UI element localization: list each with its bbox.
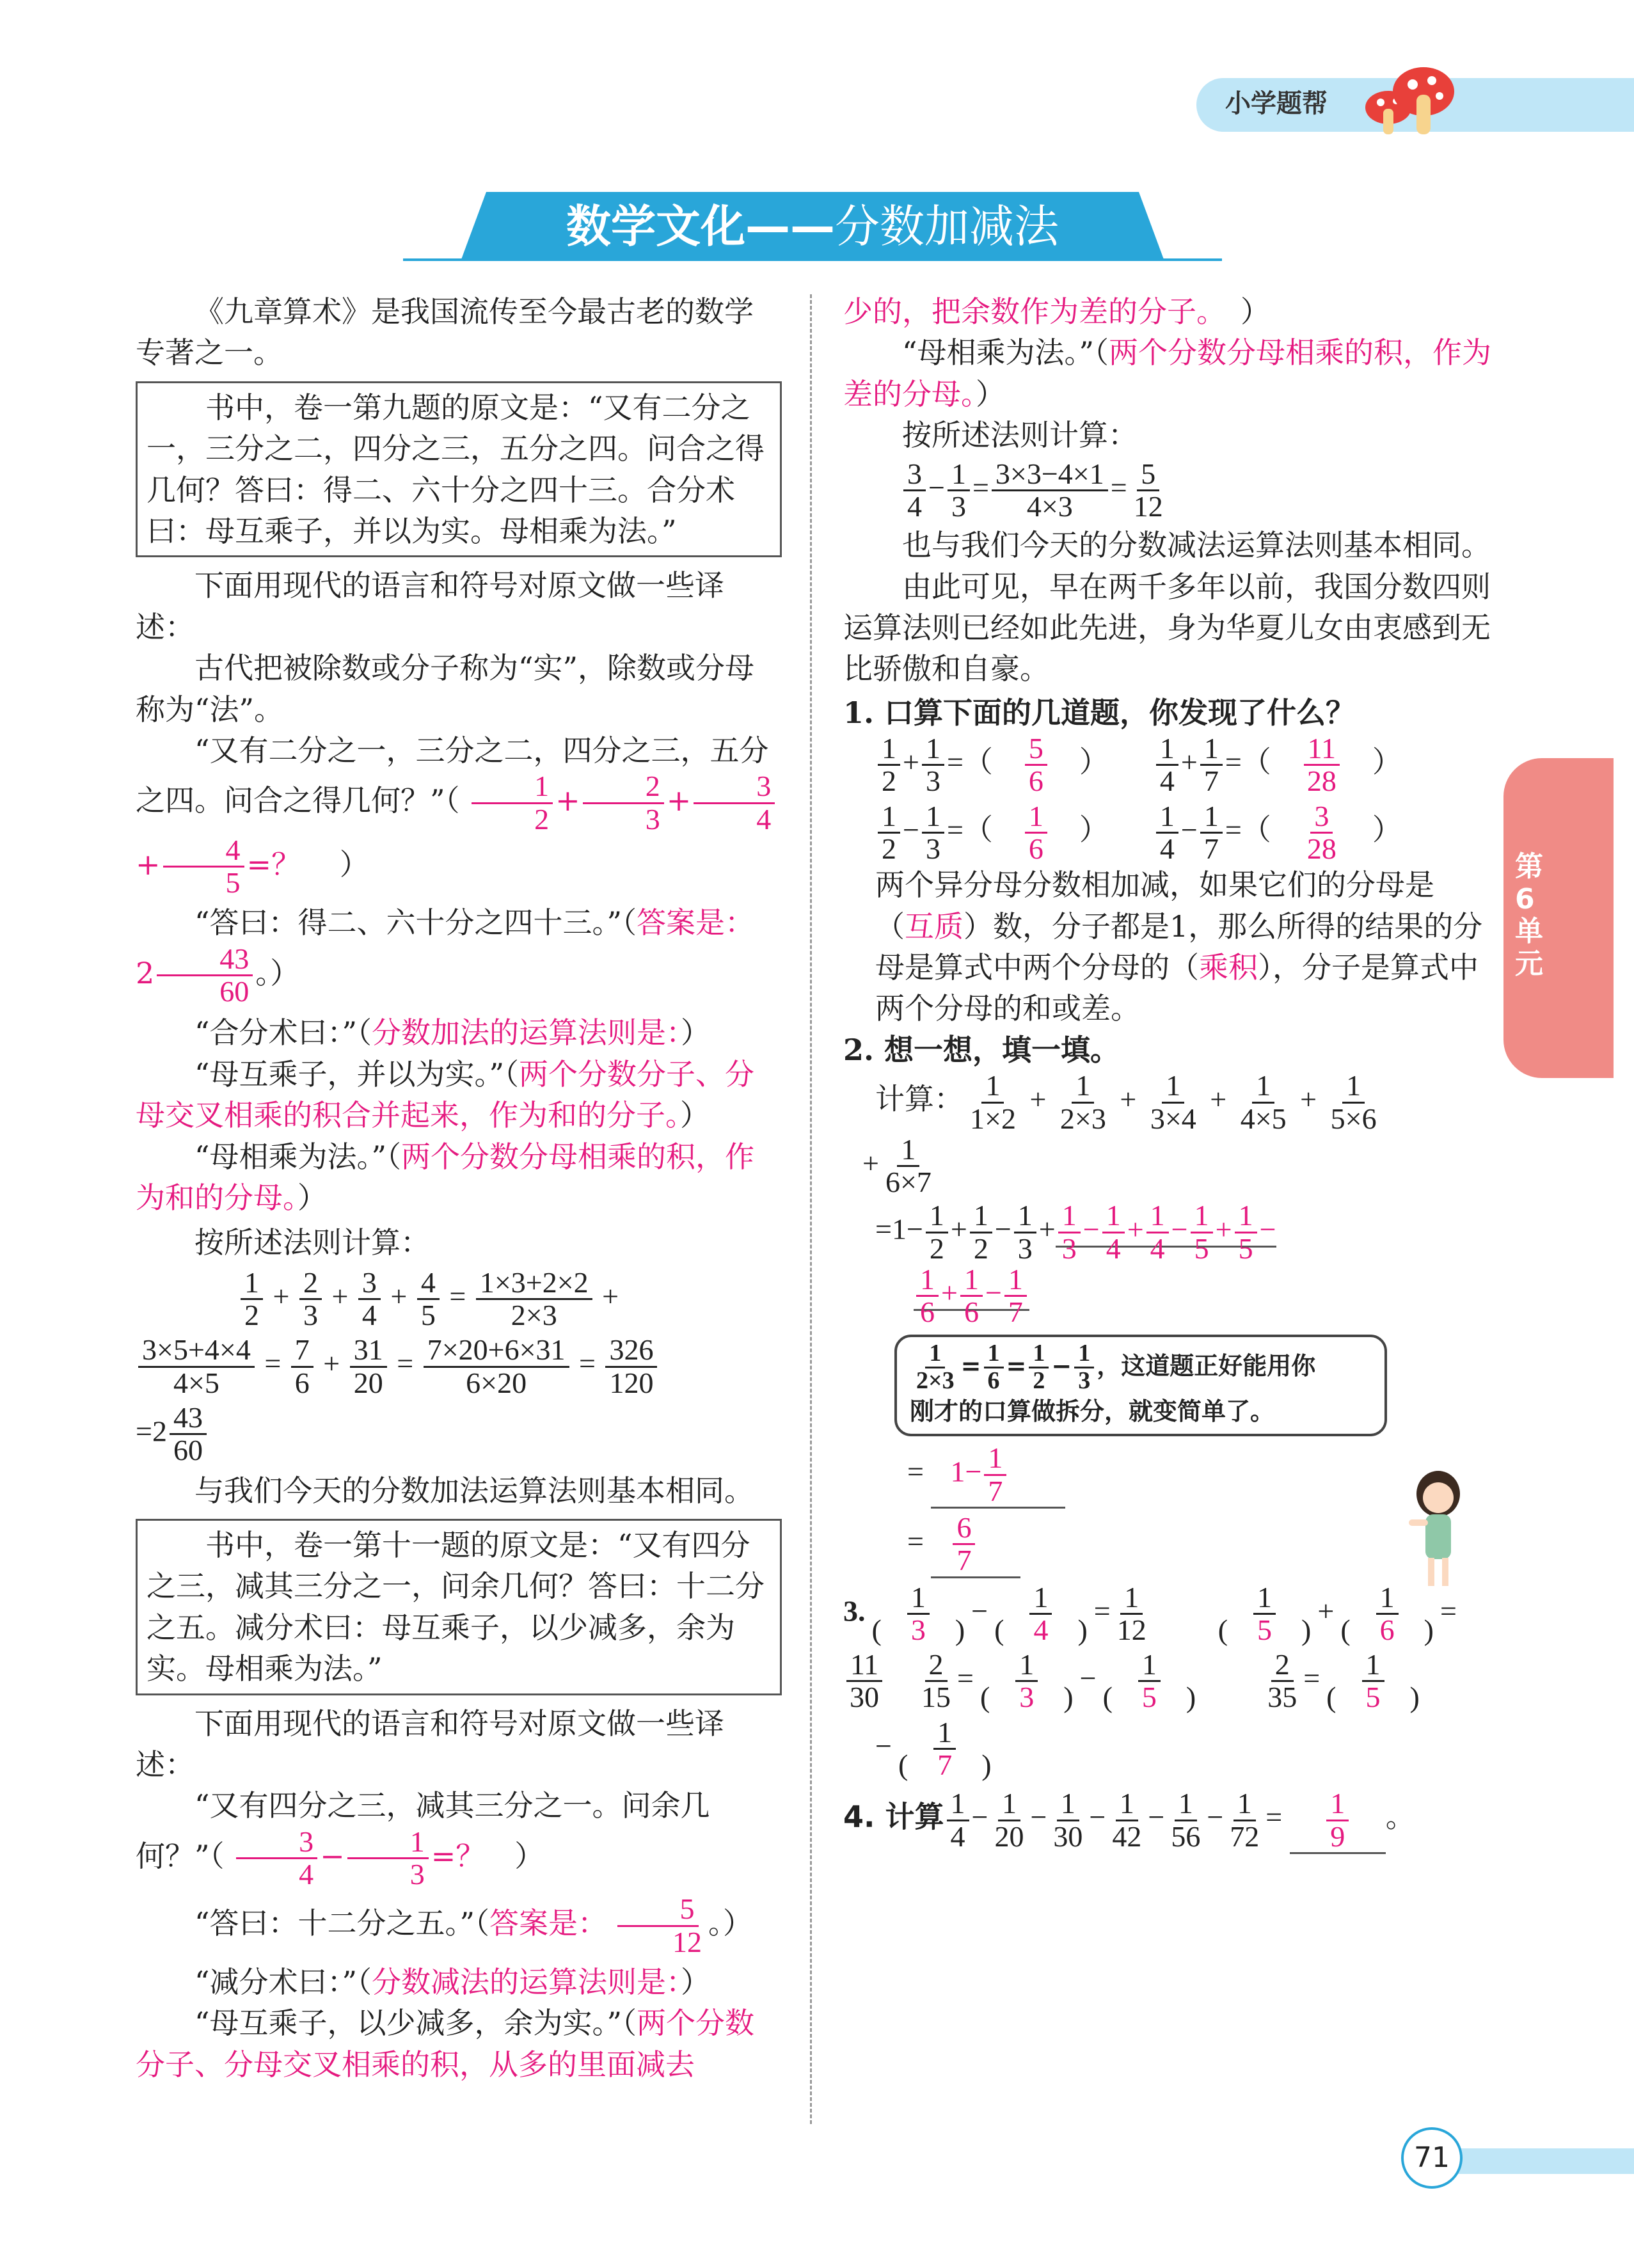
quote-box-11: 书中，卷一第十一题的原文是：“又有四分之三，减其三分之一，问余几何？答曰：十二分之五。减分术曰：母互乘子，以少减多，余为实。母相乘为法。” [136, 1519, 782, 1695]
brand-label: 小学题帮 [1225, 89, 1328, 118]
answer-9: “答曰：得二、六十分之四十三。”（答案是： 2 $\frac{43}{60}$ 。） [136, 905, 755, 1008]
girl-illustration [1400, 1468, 1477, 1596]
translation-intro-2: 下面用现代的语言和符号对原文做一些译述： [136, 1706, 724, 1782]
hint-bubble: $\frac{1}{2\times 3}$ = $\frac{1}{6}$ = $\frac{1}{2}$ − $\frac{1}{3}$ ，这道题正好能用你 刚才的口算做拆分，就变简单了。 [894, 1335, 1387, 1437]
mushroom-icon [1350, 56, 1459, 146]
page-title: 数学文化——分数加减法 [566, 200, 1059, 253]
question-1-conclusion: 两个异分母分数相加减，如果它们的分母是（互质）数，分子都是1，那么所得的结果的分母是算式中两个分母的（乘积），分子是算式中两个分母的和或差。 [875, 868, 1483, 1026]
addition-conclusion: 与我们今天的分数加法运算法则基本相同。 [194, 1473, 754, 1508]
denominator-rule-line: “母相乘为法。”（两个分数分母相乘的积，作为和的分母。） [136, 1139, 755, 1216]
subtraction-conclusion: 也与我们今天的分数减法运算法则基本相同。 [902, 528, 1491, 563]
question-1-grid: $\frac{1}{2}$ + $\frac{1}{3}$ =（ $\frac{5}{6}$ ） $\frac{1}{4}$ + $\frac{1}{7}$ =（ $\frac{11}{28}$ ） $\frac{1}{2}$ − $\frac{1}{3}$ =（ $\frac{1}{6}$ ） $\frac{1}{4}$ − $\frac{1}{7}$ =（ $\frac{3}{28}$ ） [843, 733, 1493, 864]
translation-intro: 下面用现代的语言和符号对原文做一些译述： [136, 568, 724, 644]
subtraction-rule-line: “减分术曰：”（分数减法的运算法则是：） [194, 1964, 711, 1999]
page-number: 71 [1401, 2127, 1463, 2189]
closing-paragraph: 由此可见，早在两千多年以前，我国分数四则运算法则已经如此先进，身为华夏儿女由衷感到无比骄傲和自豪。 [843, 569, 1491, 686]
unit-tab-label: 第6单元 [1515, 850, 1543, 980]
addition-rule-line: “合分术曰：”（分数加法的运算法则是：） [194, 1015, 711, 1051]
question-1-title: 1. 口算下面的几道题，你发现了什么？ [843, 695, 1356, 730]
right-column [843, 291, 1493, 1854]
question-2-result: = 1− $\frac{1}{7}$ = $\frac{6}{7}$ [843, 1443, 1493, 1578]
compute-label-2: 按所述法则计算： [902, 418, 1138, 453]
question-2-expression: 计算： $\frac{1}{1\times 2}$ + $\frac{1}{2\times 3}$ + $\frac{1}{3\times 4}$ + $\frac{1}{4\times 5}$ + $\frac{1}{5\times 6}$ + $\frac{1}{6\times 7}$ =1− $\frac{1}{2}$ + $\frac{1}{2}$ − $\frac{1}{3}$ + $\frac{1}{3}$ − $\frac{1}{4}$ + $\frac{1}{4}$ − $\frac{1}{5}$ + $\frac{1}{5}$ − $\frac{1}{6}$ + $\frac{1}{6}$ − $\frac{1}{7}$ [862, 1069, 1377, 1329]
numerator-rule-line: “母互乘子，并以为实。”（两个分数分子、分母交叉相乘的积合并起来，作为和的分子。） [136, 1056, 755, 1133]
left-column [136, 291, 782, 2085]
shi-fa-note: 古代把被除数或分子称为“实”，除数或分母称为“法”。 [136, 651, 755, 727]
column-divider [810, 294, 812, 2124]
answer-11: “答曰：十二分之五。”（答案是： $\frac{5}{12}$ 。） [194, 1892, 753, 1958]
question-11: “又有四分之三，减其三分之一。问余几何？”（ $\frac{3}{4}$ − $\frac{1}{3}$ =？ ） [136, 1788, 710, 1891]
subtraction-numerator-line: “母互乘子，以少减多，余为实。”（两个分数分子、分母交叉相乘的积，从多的里面减去 [136, 2006, 755, 2082]
intro-paragraph: 《九章算术》是我国流传至今最古老的数学专著之一。 [136, 294, 754, 370]
subtraction-numerator-cont: 少的，把余数作为差的分子。 ） [843, 294, 1270, 329]
question-3: 3. $\frac{1}{( 3 )}$ − $\frac{1}{( 4 )}$ = $\frac{1}{12}$ $\frac{1}{( 5 )}$ + $\frac{1}{( 6 )}$ = $\frac{11}{30}$ $\frac{2}{15}$ = $\frac{1}{( 3 )}$ − $\frac{1}{( 5 )}$ $\frac{2}{35}$ = $\frac{1}{( 5 )}$ − $\frac{1}{( 7 )}$ [843, 1580, 1457, 1782]
subtraction-calculation: $\frac{3}{4}$ − $\frac{1}{3}$ = $\frac{3\times 3-4\times 1}{4\times 3}$ = $\frac{5}{12}$ [843, 459, 1493, 523]
question-2-title: 2. 想一想，填一填。 [843, 1032, 1120, 1067]
compute-label: 按所述法则计算： [194, 1225, 430, 1260]
addition-calculation: $\frac{1}{2}$ + $\frac{2}{3}$ + $\frac{3}{4}$ + $\frac{4}{5}$ = $\frac{1\times 3+2\times 2}{2\times 3}$ + $\frac{3\times 5+4\times 4}{4\times 5}$ = $\frac{7}{6}$ + $\frac{31}{20}$ = $\frac{7\times 20+6\times 31}{6\times 20}$ = $\frac{326}{120}$ =2 $\frac{43}{60}$ [136, 1267, 782, 1466]
subtraction-denominator-line: “母相乘为法。”（两个分数分母相乘的积，作为差的分母。） [843, 335, 1492, 411]
question-4: 4. 计算 $\frac{1}{4}$ − $\frac{1}{20}$ − $\frac{1}{30}$ − $\frac{1}{42}$ − $\frac{1}{56}$ − $\frac{1}{72}$ = $\frac{1}{9}$ 。 [843, 1788, 1493, 1854]
footer-bar [1446, 2148, 1634, 2174]
quote-box-9: 书中，卷一第九题的原文是：“又有二分之一，三分之二，四分之三，五分之四。问合之得几何？答曰：得二、六十分之四十三。合分术曰：母互乘子，并以为实。母相乘为法。” [136, 381, 782, 558]
question-9: “又有二分之一，三分之二，四分之三，五分之四。问合之得几何？”（ $\frac{1}{2}$ + $\frac{2}{3}$ + $\frac{3}{4}$ + $\frac{4}{5}$ =？ ） [136, 730, 782, 899]
